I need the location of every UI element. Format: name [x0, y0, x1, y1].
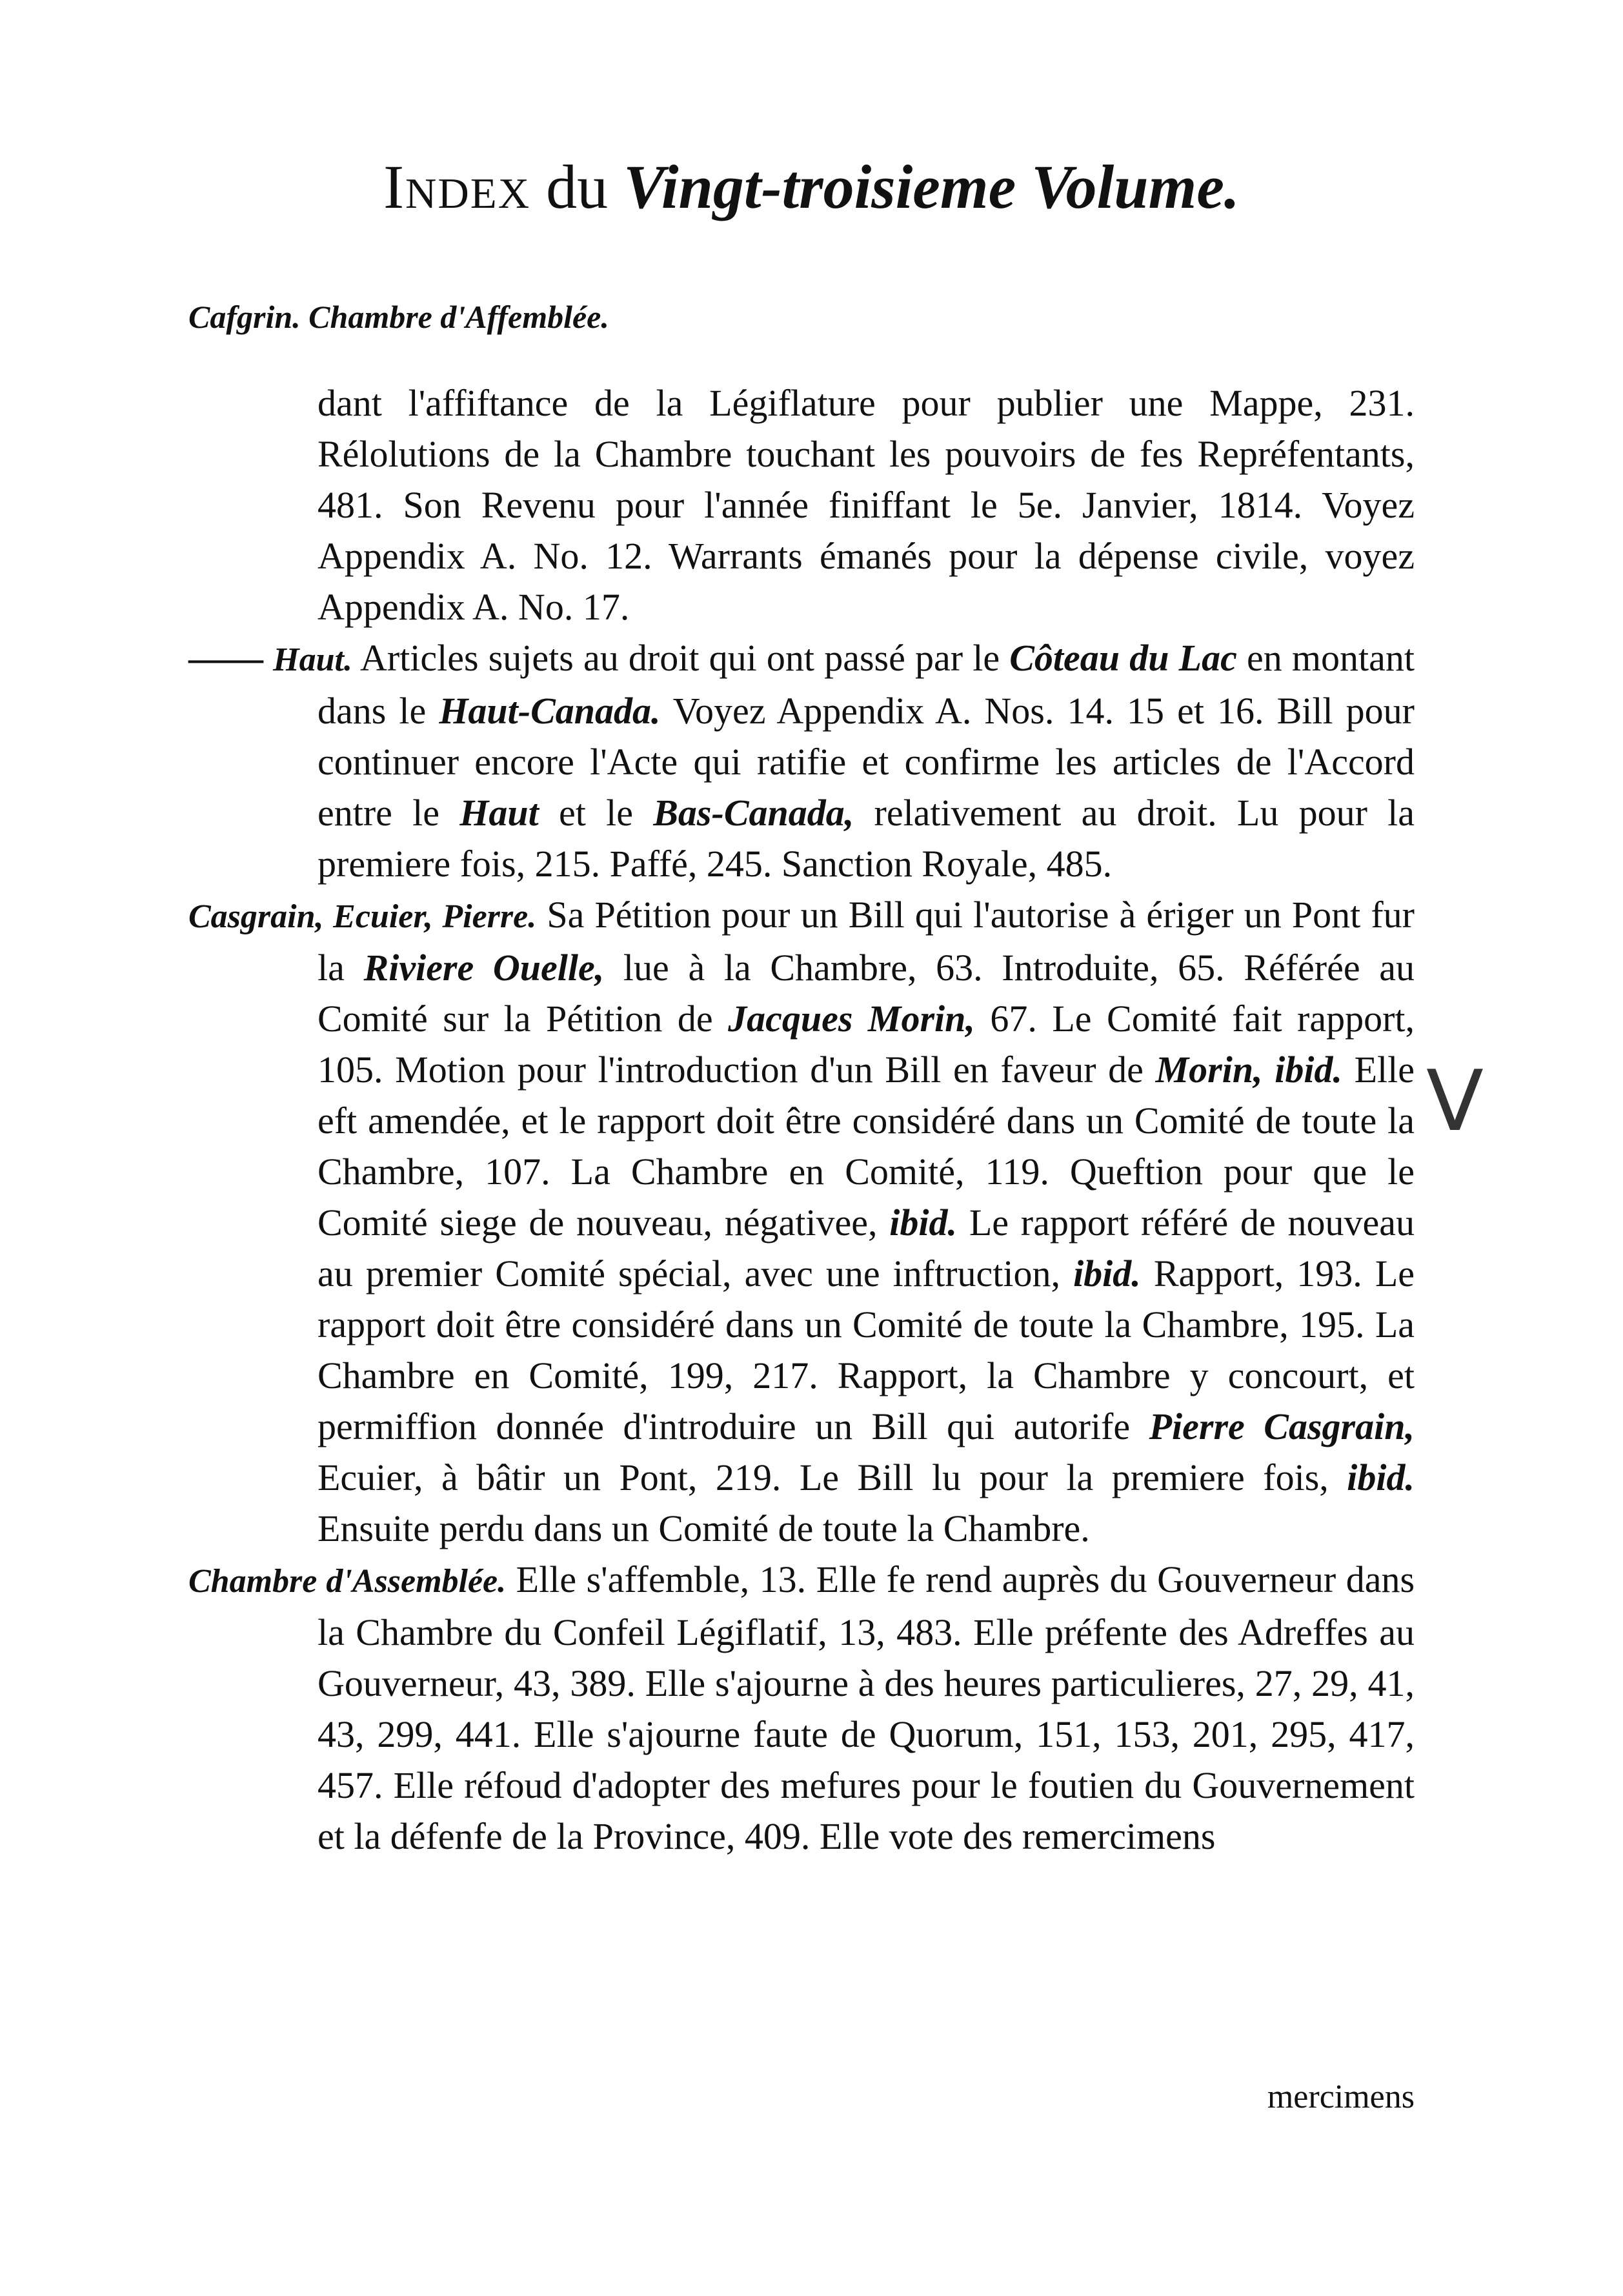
entry-text: Voyez Appendix A. Nos. 14. 15 et 16. Bill pour continuer encore l'Acte qui ratifie et confirme les articles de l'Accord entre le	[318, 690, 1415, 834]
entry-text: dant l'affiftance de la Légiflature pour publier une Mappe, 231. Rélolutions de la Chambre touchant les pouvoirs de fes Repréfentants, 481. Son Revenu pour l'année finiffant le 5e. Janvier, 1814. Voyez Appendix A. No. 12. Warrants émanés pour la dépense civile, voyez Appendix A. No. 17.	[318, 382, 1415, 628]
entry-italic-text: Jacques Morin,	[728, 998, 975, 1040]
entry-text: 67. Le Comité fait rapport, 105. Motion pour l'introduction d'un Bill en faveur de	[318, 998, 1415, 1091]
index-entry	[188, 378, 1415, 632]
title-emphasis: Vingt-troisieme Volume.	[623, 152, 1240, 221]
entry-head: Casgrain, Ecuier, Pierre.	[188, 898, 537, 935]
entry-text: lue à la Chambre, 63. Introduite, 65. Référée au Comité sur la Pétition de	[318, 947, 1415, 1040]
title-connector: du	[546, 152, 609, 221]
entry-italic-text: ibid.	[1073, 1253, 1141, 1294]
entry-text: Elle s'affemble, 13. Elle fe rend auprès du Gouverneur dans la Chambre du Confeil Légiflatif, 13, 483. Elle préfente des Adreffes au Gouverneur, 43, 389. Elle s'ajourne à des heures particulieres, 27, 29, 41, 43, 299, 441. Elle s'ajourne faute de Quorum, 151, 153, 201, 295, 417, 457. Elle réfoud d'adopter des mefures pour le foutien du Gouvernement et la défenfe de la Province, 409. Elle vote des remercimens	[318, 1558, 1415, 1857]
entry-text: relativement au droit. Lu pour la premiere fois, 215. Paffé, 245. Sanction Royale, 485.	[318, 792, 1415, 885]
entry-text: Ecuier, à bâtir un Pont, 219. Le Bill lu pour la premiere fois,	[318, 1456, 1347, 1498]
index-entry	[188, 1554, 1415, 1862]
index-entry	[188, 889, 1415, 1554]
title-prefix: Index	[383, 152, 531, 221]
entry-head: Chambre d'Assemblée.	[188, 1563, 507, 1600]
entry-italic-text: Haut-Canada.	[439, 690, 661, 732]
entry-text: Elle eft amendée, et le rapport doit être considéré dans un Comité de toute la Chambre, 107. La Chambre en Comité, 119. Queftion pour que le Comité siege de nouveau, négativee,	[318, 1049, 1415, 1244]
entry-italic-text: Côteau du Lac	[1009, 637, 1237, 679]
page-title	[0, 150, 1623, 224]
entry-italic-text: ibid.	[889, 1202, 958, 1244]
entry-italic-text: Bas-Canada,	[653, 792, 854, 834]
entry-text: Articles sujets au droit qui ont passé par le	[359, 637, 1010, 679]
entry-text: Sa Pétition pour un Bill qui l'autorise à ériger un Pont fur la	[318, 894, 1415, 989]
index-entry	[188, 632, 1415, 889]
entry-italic-text: Morin, ibid.	[1155, 1049, 1342, 1091]
catchword: mercimens	[1267, 2079, 1415, 2115]
index-entries	[188, 378, 1415, 1862]
entry-dash: ——	[188, 637, 274, 679]
entry-text: en montant dans le	[318, 637, 1415, 732]
entry-text: Ensuite perdu dans un Comité de toute la Chambre.	[318, 1507, 1090, 1549]
entry-text: Le rapport référé de nouveau au premier Comité spécial, avec une inftruction,	[318, 1202, 1415, 1294]
entry-italic-text: Pierre Casgrain,	[1149, 1405, 1415, 1447]
entry-italic-text: ibid.	[1347, 1456, 1415, 1498]
entry-head: Haut.	[273, 641, 352, 678]
entry-italic-text: Haut	[459, 792, 539, 834]
handwritten-margin-mark: V	[1426, 1052, 1484, 1150]
running-head: Cafgrin. Chambre d'Affemblée.	[188, 299, 609, 335]
entry-text: et le	[538, 792, 654, 834]
entry-text: Rapport, 193. Le rapport doit être considéré dans un Comité de toute la Chambre, 195. La Chambre en Comité, 199, 217. Rapport, la Chambre y concourt, et permiffion donnée d'introduire un Bill qui autorife	[318, 1253, 1415, 1447]
entry-italic-text: Riviere Ouelle,	[363, 947, 605, 989]
